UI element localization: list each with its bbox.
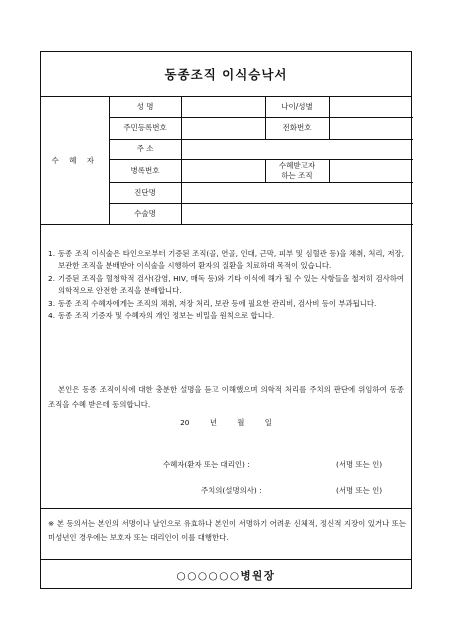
note-item	[48, 310, 404, 322]
note-item	[48, 298, 404, 310]
diagnosis-field[interactable]	[181, 182, 413, 203]
date-line[interactable]: 20 년 월 일	[180, 418, 272, 427]
tissue-field[interactable]	[329, 159, 413, 182]
note-number: 3.	[48, 298, 56, 308]
phone-label: 전화번호	[265, 117, 329, 139]
address-label: 주 소	[109, 139, 181, 159]
resident-no-label: 주민등록번호	[109, 117, 181, 139]
resident-no-field[interactable]	[181, 117, 265, 139]
notes-list	[48, 248, 404, 322]
tissue-label	[265, 159, 329, 182]
note-item	[48, 248, 404, 273]
doctor-sign-field[interactable]: (서명 또는 인)	[336, 486, 383, 495]
recipient-sign-field[interactable]: (서명 또는 인)	[336, 460, 383, 469]
tissue-label-line2: 하는 조직	[281, 170, 313, 180]
note-text: 기증된 조직을 혈청학적 검사(감염, HIV, 매독 등)와 기타 이식에 해가 될 수 있는 사항들을 철저히 검사하여 의학적으로 안전한 조직을 분배합니다.	[58, 273, 404, 296]
chart-no-label: 병록번호	[109, 159, 181, 182]
note-text: 동종 조직 기증자 및 수혜자의 개인 정보는 비밀을 원칙으로 합니다.	[58, 311, 275, 321]
doctor-sign-label: 주치의(설명의사) :	[201, 486, 262, 495]
note-text: 동종 조직 이식술은 타인으로부터 기증된 조직(골, 연골, 인대, 근막, 피부 및 심혈관 등)을 채취, 처리, 저장, 보관한 조직을 분배받아 이식술을 시행하여 환자의 질환을 치료하대 목적이 있습니다.	[58, 249, 404, 271]
note-number: 4.	[48, 311, 56, 321]
note-number: 1.	[48, 249, 56, 258]
phone-field[interactable]	[329, 117, 413, 139]
name-label: 성 명	[109, 97, 181, 117]
consent-form	[40, 51, 412, 589]
diagnosis-label: 진단명	[109, 182, 181, 203]
note-number: 2.	[48, 273, 56, 283]
note-item	[48, 273, 404, 298]
chart-no-field[interactable]	[181, 159, 265, 182]
note-text: 동종 조직 수혜자에게는 조직의 채취, 저장 처리, 보관 등에 필요한 관리비, 검사비 등이 부과됩니다.	[58, 298, 377, 308]
surgery-field[interactable]	[181, 203, 413, 224]
recipient-info-table	[41, 97, 413, 225]
tissue-label-line1: 수혜받고자	[278, 161, 316, 171]
surgery-label: 수술명	[109, 203, 181, 224]
recipient-sign-label: 수혜자(환자 또는 대리인) :	[163, 460, 250, 469]
footnote: ※ 본 동의서는 본인의 서명이나 날인으로 유효하나 본인이 서명하기 어려운 신체적, 정신적 지장이 있거나 또는 미성년인 경우에는 보호자 또는 대리인이 이를 대행한다.	[48, 519, 406, 542]
age-sex-field[interactable]	[329, 97, 413, 117]
name-field[interactable]	[181, 97, 265, 117]
age-sex-label: 나이/성별	[265, 97, 329, 117]
consent-statement: 본인은 동종 조직이식에 대한 충분한 설명을 듣고 이해했으며 의학적 처리를 주치의 판단에 위임하여 동종 조직을 수혜 받은데 동의합니다.	[48, 385, 404, 409]
hospital-name: ○○○○○○병원장	[176, 569, 276, 582]
recipient-label: 수 혜 자	[41, 97, 109, 224]
footnote-divider	[41, 508, 411, 509]
address-field[interactable]	[181, 139, 413, 159]
form-title: 동종조직 이식승낙서	[41, 52, 411, 97]
